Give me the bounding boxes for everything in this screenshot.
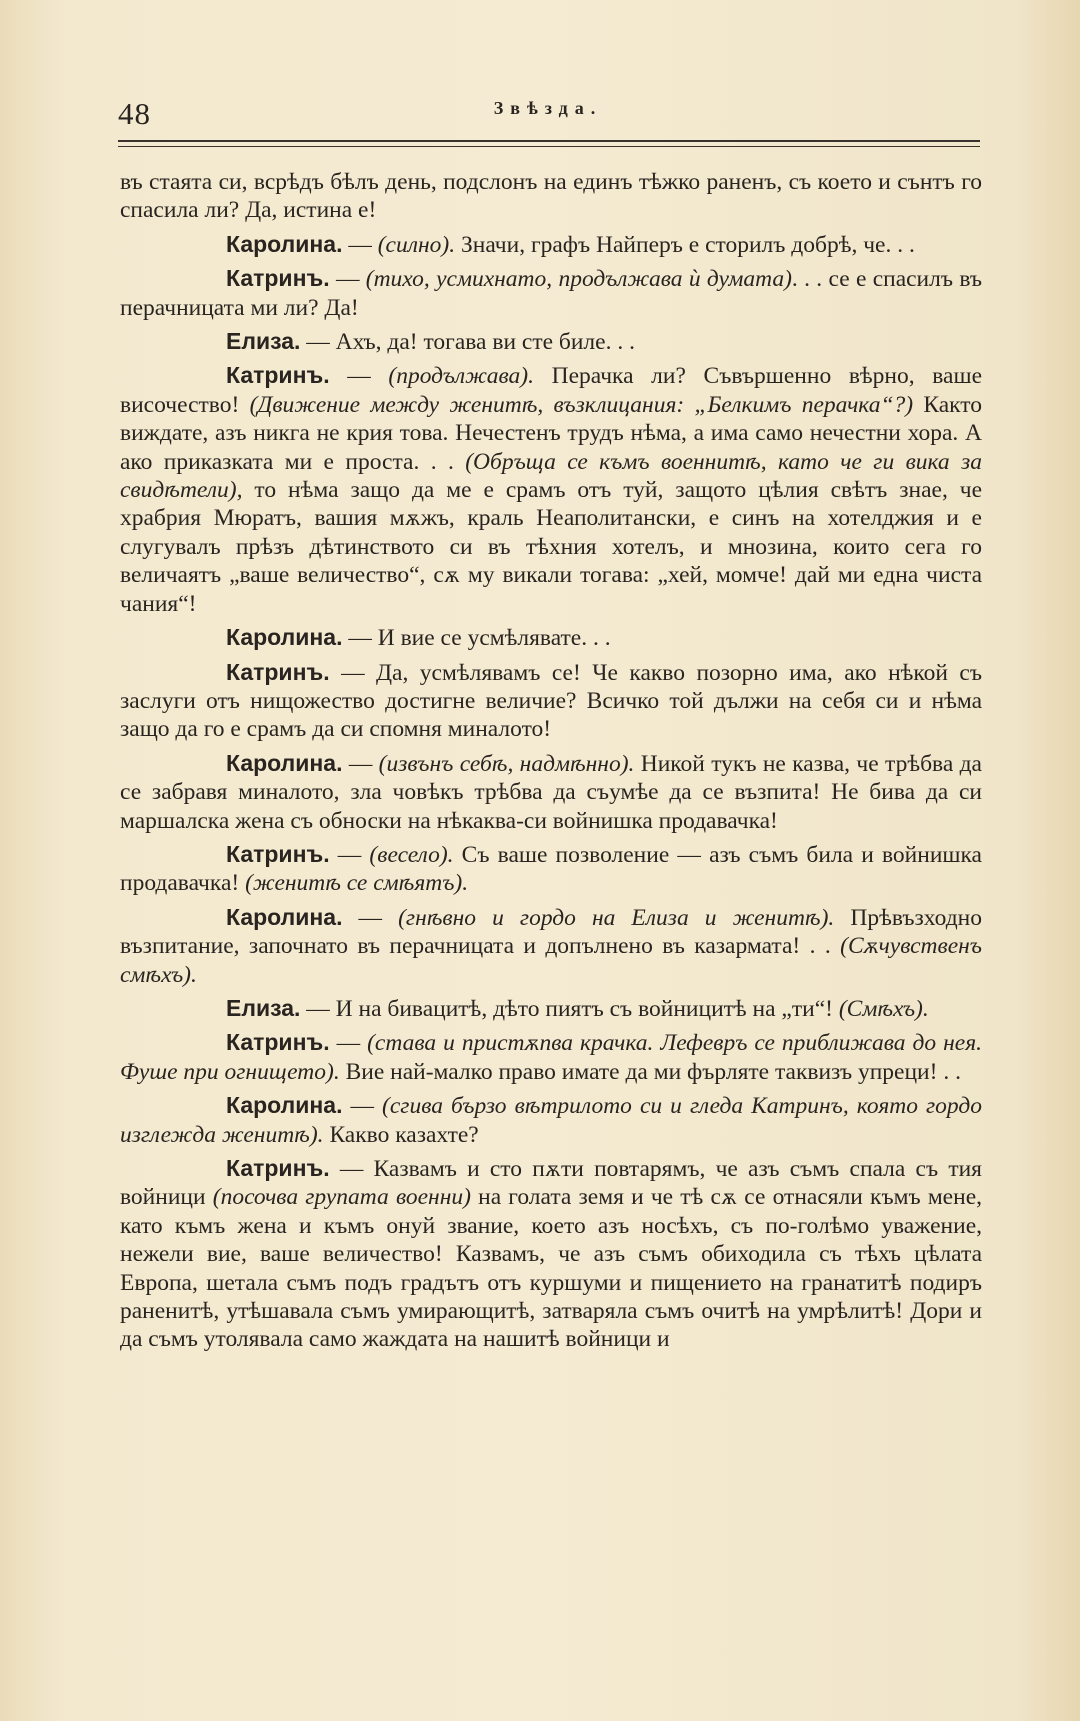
speaker-name: Каролина. (226, 624, 343, 651)
header-rule (118, 140, 980, 142)
body-text (120, 168, 982, 1359)
stage-direction: (посочва групата военни) (212, 1184, 471, 1211)
dialogue-text: Прѣвъзходно възпитание, започнато въ перачницата и допълнено въ казармата! . . (120, 904, 983, 960)
speaker-name: Каролина. (226, 230, 343, 257)
dialogue-paragraph (120, 903, 982, 989)
dialogue-text: Значи, графъ Найперъ е сторилъ добрѣ, че. . . (455, 231, 915, 258)
dialogue-text: Никой тукъ не казва, че трѣбва да се забравя миналото, зла човѣкъ трѣбва да съумѣе да се възпита! Не бива да си маршалска жена съ обноски на нѣкаква-си войнишка продавачка! (120, 750, 982, 834)
speaker-name: Катринъ. (226, 265, 330, 292)
dialogue-paragraph (120, 1091, 982, 1149)
speaker-name: Елиза. (226, 994, 301, 1021)
speaker-name: Катринъ. (226, 1155, 330, 1181)
dialogue-text: на голата земя и че тѣ сѫ се отнасяли къмъ мене, като къмъ жена и къмъ онуй звание, което азъ носѣхъ, съ по-голѣмо уважение, нежели вие, ваше величество! Казвамъ, че азъ съмъ обиходила съ тѣхъ цѣлата Европа, шетала съмъ подъ градътъ отъ куршуми и пищението на гранатитѣ подиръ раненитѣ, утѣшавала съмъ умирающитѣ, затваряла съмъ очитѣ на умрѣлитѣ! Дори и да съмъ утолявала само жаждата на нашитѣ войници и (120, 1184, 982, 1353)
speaker-name: Каролина. (226, 1092, 343, 1119)
dialogue-text: . . . се е спасилъ въ перачницата ми ли? Да! (120, 266, 982, 321)
stage-direction: (весело). (369, 841, 454, 868)
page-header (118, 92, 978, 142)
stage-direction: (Движение между женитѣ, възклицания: „Белкимъ перачка“?) (249, 391, 914, 418)
dialogue-text: Съ ваше позволение — азъ съмъ била и войнишка продавачка! (120, 841, 982, 897)
dialogue-paragraph (120, 1154, 982, 1354)
dialogue-text: то нѣма защо да ме е срамъ отъ туй, защото цѣлия свѣтъ знае, че храбрия Мюратъ, вашия мѫжъ, краль Неаполитански, е синъ на хотелджия и е слугувалъ прѣзъ дѣтинството си въ тѣхния хотелъ, и мнозина, които сега го величаятъ „ваше величество“, сѫ му викали тогава: „хей, момче! дай ми една чиста чания“! (120, 477, 982, 617)
dialogue-paragraph (120, 658, 982, 744)
speaker-name: Катринъ. (226, 362, 330, 389)
speaker-name: Катринъ. (226, 658, 330, 685)
dialogue-text: — (342, 904, 399, 931)
stage-direction: (извънъ себѣ, надмѣнно). (378, 750, 635, 777)
dialogue-text: Вие най-малко право имате да ми фърляте таквизъ упреци! . . (339, 1058, 961, 1085)
speaker-name: Каролина. (226, 903, 343, 930)
stage-direction: (Смѣхъ). (838, 995, 929, 1022)
dialogue-text: Както виждате, азъ никга не крия това. Нечестенъ трудъ нѣма, а има само нечестни хора. А ако приказката ми е проста. . . (120, 391, 982, 475)
speaker-name: Каролина. (226, 749, 343, 776)
stage-direction: (женитѣ се смѣятъ). (245, 870, 469, 897)
speaker-name: Катринъ. (226, 840, 330, 867)
stage-direction: (сгива бързо вѣтрилото си и гледа Катринъ, която гордо изглежда женитѣ). (120, 1093, 982, 1148)
stage-direction: (Сѫчувственъ смѣхъ). (120, 933, 982, 988)
header-rule-thin (118, 146, 980, 147)
dialogue-text: — (329, 266, 366, 293)
dialogue-text: Перачка ли? Съвършенно вѣрно, ваше височество! (120, 363, 982, 418)
stage-direction: (силно). (377, 231, 456, 258)
running-title: Звѣзда. (493, 98, 603, 118)
paragraph-continued (120, 168, 982, 225)
dialogue-text: въ стаята си, всрѣдъ бѣлъ день, подслонъ на единъ тѣжко раненъ, съ което и сънтъ го спасила ли? Да, истина е! (120, 169, 982, 224)
stage-direction: (тихо, усмихнато, продължава ѝ думата) (365, 266, 792, 293)
dialogue-paragraph (120, 361, 982, 618)
speaker-name: Елиза. (226, 328, 301, 355)
dialogue-text: — (329, 1030, 368, 1057)
dialogue-text: — И на бивацитѣ, дѣто пиятъ съ войницитѣ на „ти“! (300, 995, 839, 1022)
stage-direction: (продължава). (388, 363, 534, 390)
dialogue-text: — (329, 363, 389, 390)
dialogue-text: — Ахъ, да! тогава ви сте биле. . . (300, 329, 635, 356)
dialogue-text: — Казвамъ и сто пѫти повтарямъ, че азъ съмъ спала съ тия войници (120, 1156, 982, 1211)
stage-direction: (Обръща се къмъ военнитѣ, като че ги вика за свидѣтели), (120, 448, 982, 504)
dialogue-paragraph (120, 264, 982, 322)
dialogue-text: — (342, 1093, 383, 1120)
dialogue-paragraph (120, 230, 982, 259)
stage-direction: (гнѣвно и гордо на Елиза и женитѣ). (398, 904, 835, 931)
dialogue-paragraph (120, 840, 982, 898)
dialogue-paragraph (120, 623, 982, 652)
dialogue-text: — Да, усмѣлявамъ се! Че какво позорно има, ако нѣкой съ заслуги отъ нищожество достигне величие? Всичко той дължи на себя си и нѣма защо да го е срамъ да си спомня миналото! (120, 659, 982, 743)
dialogue-text: — И вие се усмѣлявате. . . (342, 625, 611, 652)
dialogue-paragraph (120, 327, 982, 356)
dialogue-paragraph (120, 749, 982, 835)
speaker-name: Катринъ. (226, 1029, 330, 1056)
page-number: 48 (118, 96, 151, 131)
stage-direction: (става и пристѫпва крачка. Лефевръ се приближава до нея. Фуше при огнището). (120, 1030, 982, 1085)
dialogue-text: — (342, 231, 378, 258)
dialogue-text: — (329, 841, 370, 868)
dialogue-paragraph (120, 1028, 982, 1086)
dialogue-paragraph (120, 994, 982, 1023)
dialogue-text: — (342, 750, 379, 777)
dialogue-text: Какво казахте? (323, 1121, 479, 1148)
